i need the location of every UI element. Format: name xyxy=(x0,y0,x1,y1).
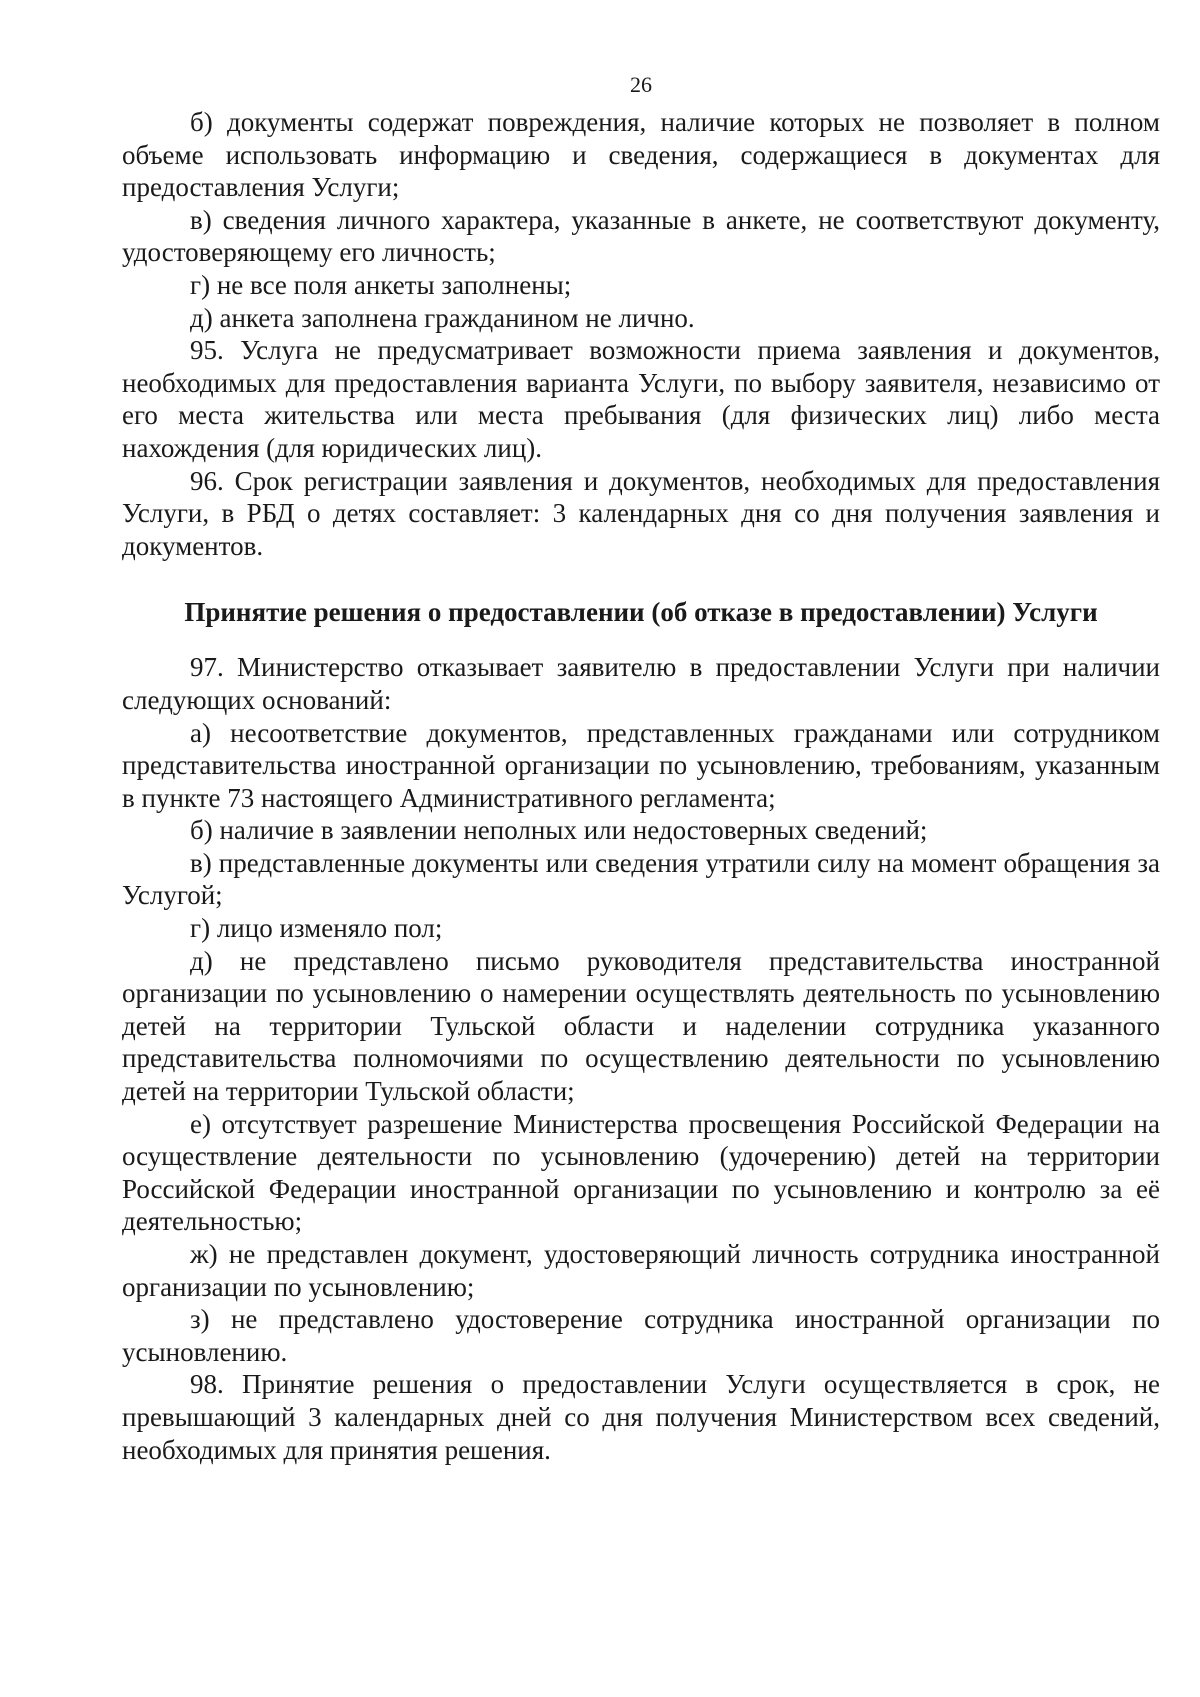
paragraph-97-g: г) лицо изменяло пол; xyxy=(190,913,443,944)
spacer xyxy=(122,629,1160,651)
spacer xyxy=(122,562,1160,596)
paragraph-97-e: е) отсутствует разрешение Министерства просвещения Российской Федерации на осуществление деятельности по усыновлению (удочерению) детей на территории Российской Федерации иностранной организации по усыновлению и контролю за её деятельностью; xyxy=(122,1108,1160,1237)
paragraph-97-b: б) наличие в заявлении неполных или недостоверных сведений; xyxy=(190,815,928,846)
paragraph-97-d: д) не представлено письмо руководителя представительства иностранной организации по усыновлению о намерении осуществлять деятельность по усыновлению детей на территории Тульской области и наделении сотрудника указанного представительства полномочиями по осуществлению деятельности по усыновлению детей на территории Тульской области; xyxy=(122,945,1160,1107)
paragraph-97-z: з) не представлено удостоверение сотрудника иностранной организации по усыновлению. xyxy=(122,1304,1160,1367)
paragraph-97: 97. Министерство отказывает заявителю в предоставлении Услуги при наличии следующих оснований: xyxy=(122,652,1160,715)
page-number: 26 xyxy=(630,72,652,97)
paragraph-97-zh: ж) не представлен документ, удостоверяющий личность сотрудника иностранной организации по усыновлению; xyxy=(122,1239,1160,1302)
paragraph-98: 98. Принятие решения о предоставлении Услуги осуществляется в срок, не превышающий 3 календарных дней со дня получения Министерством всех сведений, необходимых для принятия решения. xyxy=(122,1369,1160,1465)
paragraph-v-personal-data-mismatch: в) сведения личного характера, указанные в анкете, не соответствуют документу, удостоверяющему его личность; xyxy=(122,204,1160,268)
paragraph-96: 96. Срок регистрации заявления и документов, необходимых для предоставления Услуги, в РБД о детях составляет: 3 календарных дня со дня получения заявления и документов. xyxy=(122,465,1160,561)
paragraph-b-damaged-documents: б) документы содержат повреждения, наличие которых не позволяет в полном объеме использовать информацию и сведения, содержащиеся в документах для предоставления Услуги; xyxy=(122,107,1160,203)
section-heading: Принятие решения о предоставлении (об отказе в предоставлении) Услуги xyxy=(184,597,1098,628)
paragraph-95: 95. Услуга не предусматривает возможности приема заявления и документов, необходимых для предоставления варианта Услуги, по выбору заявителя, независимо от его места жительства или места пребывания (для физических лиц) либо места нахождения (для юридических лиц). xyxy=(122,335,1160,463)
paragraph-g-fields-not-filled: г) не все поля анкеты заполнены; xyxy=(190,269,572,300)
paragraph-97-v: в) представленные документы или сведения утратили силу на момент обращения за Услугой; xyxy=(122,847,1160,911)
paragraph-d-not-filled-personally: д) анкета заполнена гражданином не лично. xyxy=(190,302,695,333)
paragraph-97-a: а) несоответствие документов, представленных гражданами или сотрудником представительства иностранной организации по усыновлению, требованиям, указанным в пункте 73 настоящего Административного регламента; xyxy=(122,717,1160,813)
document-page xyxy=(122,70,1160,1670)
